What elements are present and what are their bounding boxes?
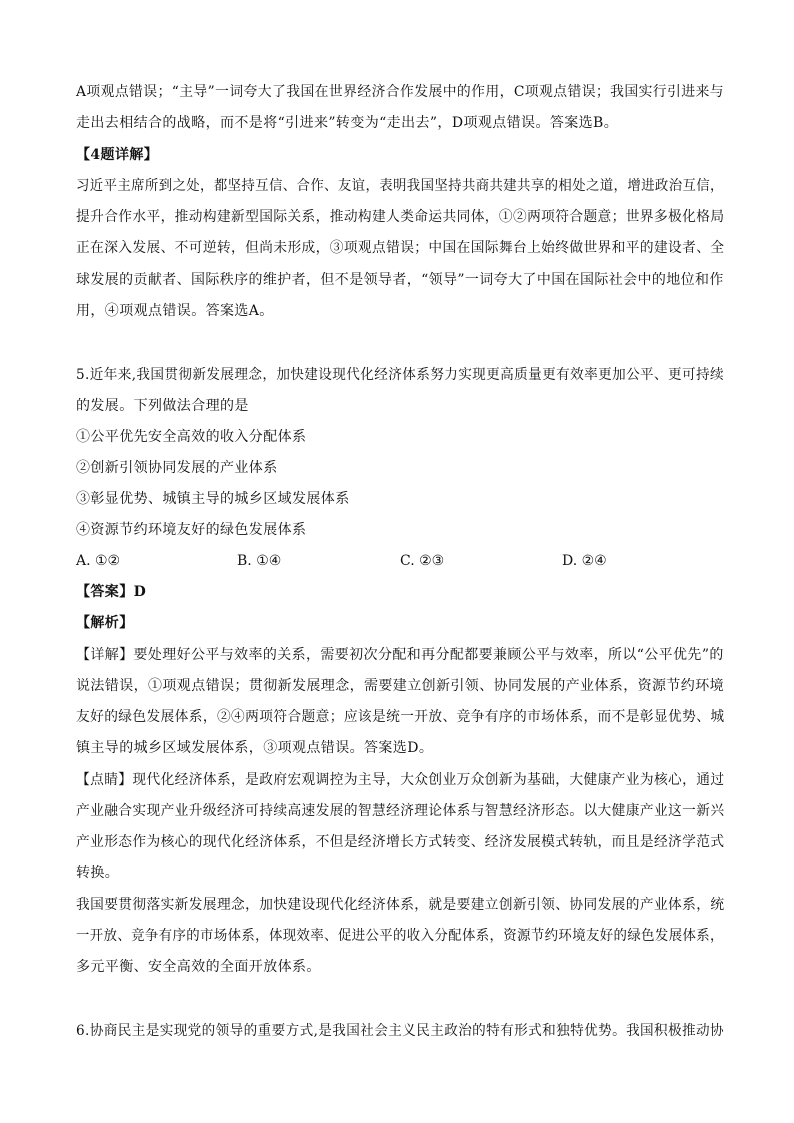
q5-item: ①公平优先安全高效的收入分配体系 [76,429,307,445]
q5-extra-line: 一开放、竞争有序的市场体系，体现效率、促进公平的收入分配体系，资源节约环境友好的绿色发展体系， [76,928,724,944]
q5-stem-line: 5.近年来,我国贯彻新发展理念，加快建设现代化经济体系努力实现更高质量更有效率更加公平、更可持续 [76,367,725,383]
q5-item: ②创新引领协同发展的产业体系 [76,460,278,476]
q5-tips-line: 产业形态作为核心的现代化经济体系，不但是经济增长方式转变、经济发展模式转轨，而且是经济学范式 [76,834,725,850]
q4-heading: 【4题详解】 [76,147,159,163]
q5-detail-line: 镇主导的城乡区域发展体系，③项观点错误。答案选D。 [76,740,434,756]
q5-stem-line: 的发展。下列做法合理的是 [76,398,249,414]
q5-tips-line: 转换。 [76,865,120,881]
q4-detail-line: 提升合作水平，推动构建新型国际关系，推动构建人类命运共同体，①②两项符合题意；世界多极化格局 [76,209,725,225]
q4-detail-line: 用，④项观点错误。答案选A。 [76,303,274,319]
q5-answer: 【答案】D [76,584,147,600]
q5-tips-line: 产业融合实现产业升级经济可持续高速发展的智慧经济理论体系与智慧经济形态。以大健康产业这一新兴 [76,803,725,819]
q5-tips-line: 【点睛】现代化经济体系，是政府宏观调控为主导，大众创业万众创新为基础，大健康产业为核心，通过 [76,772,725,788]
q3-analysis-line: A项观点错误；“主导”一词夸大了我国在世界经济合作发展中的作用，C项观点错误；我国实行引进来与 [76,84,724,100]
q4-detail-line: 球发展的贡献者、国际秩序的维护者，但不是领导者，“领导”一词夸大了中国在国际社会中的地位和作 [76,272,724,288]
q5-option-a: A. ①② [76,553,121,569]
q5-item: ③彰显优势、城镇主导的城乡区域发展体系 [76,491,350,507]
q5-detail-line: 友好的绿色发展体系，②④两项符合题意；应该是统一开放、竞争有序的市场体系，而不是彰显优势、城 [76,709,725,725]
q5-option-c: C. ②③ [400,553,445,569]
q5-item: ④资源节约环境友好的绿色发展体系 [76,522,307,538]
q5-extra-line: 多元平衡、安全高效的全面开放体系。 [76,959,321,975]
q6-stem-line: 6.协商民主是实现党的领导的重要方式,是我国社会主义民主政治的特有形式和独特优势。我国积极推动协 [76,1023,725,1039]
q5-option-d: D. ②④ [562,553,607,569]
q4-detail-line: 正在深入发展、不可逆转，但尚未形成，③项观点错误；中国在国际舞台上始终做世界和平的建设者、全 [76,240,725,256]
q5-option-b: B. ①④ [237,553,282,569]
q4-detail-line: 习近平主席所到之处，都坚持互信、合作、友谊，表明我国坚持共商共建共享的相处之道，增进政治互信， [76,178,724,194]
q5-analysis-heading: 【解析】 [76,615,134,631]
q3-analysis-line: 走出去相结合的战略，而不是将“引进来”转变为“走出去”，D项观点错误。答案选B。 [76,115,619,131]
q5-detail-line: 说法错误，①项观点错误；贯彻新发展理念，需要建立创新引领、协同发展的产业体系，资源节约环境 [76,678,724,694]
q5-detail-line: 【详解】要处理好公平与效率的关系，需要初次分配和再分配都要兼顾公平与效率，所以“公平优先”的 [76,647,724,663]
q5-extra-line: 我国要贯彻落实新发展理念，加快建设现代化经济体系，就是要建立创新引领、协同发展的产业体系，统 [76,897,725,913]
